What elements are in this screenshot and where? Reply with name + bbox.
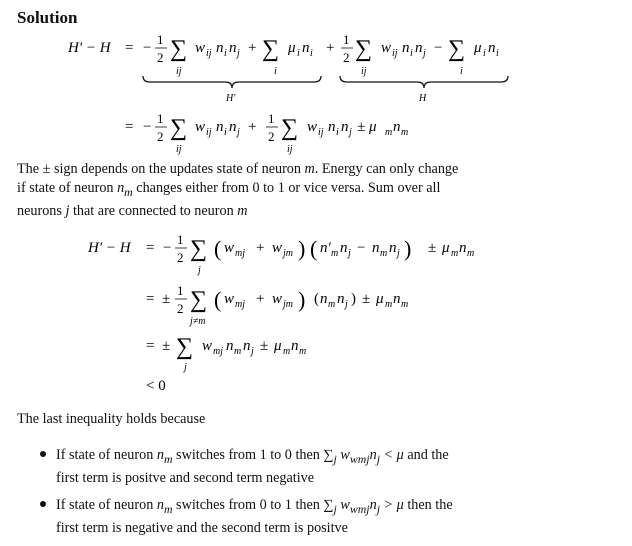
eq3-mu: μ <box>442 240 450 256</box>
eq3-nj2-sub: j <box>397 248 400 259</box>
bullet2-a: If state of neuron <box>56 497 157 513</box>
eq1-frac2-num: 1 <box>343 32 350 47</box>
bullet1-n: n <box>156 447 164 463</box>
eq2-mu-sub: m <box>385 127 393 138</box>
bullet-text-1 <box>56 446 566 488</box>
eq1-frac2-den: 2 <box>343 50 350 65</box>
intro-text-3b: that are connected to neuron <box>69 202 238 219</box>
eq3-frac-den: 2 <box>177 250 184 265</box>
eq3-nm: n <box>372 240 380 256</box>
intro-paragraph <box>17 160 562 221</box>
bullet2-sum-sub: j <box>333 501 337 516</box>
underbrace-hprime-label: H′ <box>226 93 236 104</box>
eq1-n3-sub: i <box>310 48 313 59</box>
eq4-nj-sub: j <box>345 299 348 310</box>
eq2-n-tail-sub: m <box>401 127 409 138</box>
eq2-term1-n2: n <box>229 119 237 135</box>
eq3-plus: + <box>256 240 265 256</box>
eq2-minus: − <box>143 119 152 135</box>
underbrace-h-label: H <box>419 93 427 104</box>
eq4-mu: μ <box>376 291 384 307</box>
bullet-dot-icon <box>40 501 46 507</box>
eq2-term1-w-sub: ij <box>206 127 212 138</box>
eq4-nm: n <box>320 291 328 307</box>
bullet2-w-sub-w: w <box>349 501 358 516</box>
bullet1-w-sub-mj: mj <box>357 451 370 466</box>
bullet2-d: first term is negative and the second term is positve <box>56 519 348 536</box>
intro-text-1b: sign depends on the updates state of neuron <box>50 161 305 177</box>
eq3-w-jm: w <box>272 240 283 256</box>
eq5-mu-sub: m <box>283 346 291 357</box>
eq3-n-tail: n <box>459 240 467 256</box>
eq2-term2-n1-sub: i <box>336 127 339 138</box>
eq2-frac2-den: 2 <box>268 129 275 144</box>
eq1-term2-n1: n <box>402 40 410 56</box>
underbrace-hprime <box>143 76 321 88</box>
bullet2-n2: n <box>369 497 377 513</box>
bullet2-n2-sub: j <box>376 501 380 516</box>
eq1-sum1-sub: ij <box>176 66 182 77</box>
intro-var-m: m <box>304 161 315 177</box>
bullet-text-2 <box>56 496 566 538</box>
eq1-term-w-sub: ij <box>206 48 212 59</box>
bullet2-b: switches from 0 to 1 then <box>172 497 324 513</box>
eq3-lhs: H′ − H <box>88 240 131 256</box>
eq1-frac1-num: 1 <box>157 32 164 47</box>
eq2-sum2-sub: ij <box>287 144 293 155</box>
bullet2-n-sub: m <box>163 501 173 516</box>
eq5-sum: ∑ <box>176 334 194 360</box>
eq2-sum1: ∑ <box>170 115 188 141</box>
intro-text-1c: . Energy can only change <box>314 161 459 177</box>
eq3-nprime-sub: m <box>331 248 339 259</box>
eq3-sum: ∑ <box>190 236 208 262</box>
eq3-paren-open-2: ( <box>310 236 318 261</box>
eq3-paren-open-1: ( <box>214 236 222 261</box>
eq5-pm2: ± <box>260 338 269 354</box>
eq3-nj2: n <box>389 240 397 256</box>
eq1-mu2-sub: i <box>483 48 486 59</box>
eq5-pm: ± <box>162 338 171 354</box>
bullet1-a: If state of neuron <box>56 447 157 463</box>
eq2-frac2-num: 1 <box>268 111 275 126</box>
eq1-n3: n <box>302 40 310 56</box>
eq1-minus2: − <box>434 40 443 56</box>
intro-text-1a: The <box>17 161 43 177</box>
eq4-pm: ± <box>162 291 171 307</box>
eq2-sum1-sub: ij <box>176 144 182 155</box>
eq1-term-n2: n <box>229 40 237 56</box>
equation-block-neuron-sum <box>0 226 632 398</box>
eq2-n-tail: n <box>393 119 401 135</box>
eq4-pm2: ± <box>362 291 371 307</box>
bullet2-n: n <box>156 497 164 513</box>
eq1-n4-sub: i <box>496 48 499 59</box>
eq3-nm-sub: m <box>380 248 388 259</box>
eq2-pm-mu: ± μ <box>357 119 377 135</box>
eq4-n-tail: n <box>393 291 401 307</box>
section-heading: Solution <box>17 8 78 27</box>
eq4-frac-num: 1 <box>177 283 184 298</box>
eq3-minus2: − <box>357 240 366 256</box>
eq1-lhs: H′ − H <box>68 40 111 56</box>
eq4-nj: n <box>337 291 345 307</box>
eq2-term1-n1: n <box>216 119 224 135</box>
eq3-pm: ± <box>428 240 437 256</box>
bullet-dot-icon <box>40 451 46 457</box>
eq5-w-sub: mj <box>213 346 223 357</box>
underbrace-h <box>340 76 508 88</box>
eq2-frac1-num: 1 <box>157 111 164 126</box>
eq4-w-mj-sub: mj <box>235 299 245 310</box>
bullet1-rel: < μ <box>379 447 404 463</box>
eq3-w-mj: w <box>224 240 235 256</box>
bullet1-n-sub: m <box>163 451 173 466</box>
eq6-rel: < 0 <box>146 378 166 394</box>
eq3-w-mj-sub: mj <box>235 248 245 259</box>
eq4-frac-den: 2 <box>177 301 184 316</box>
eq4-n-tail-sub: m <box>401 299 409 310</box>
bullet2-sum: ∑ <box>323 497 334 513</box>
intro-var-n: n <box>117 180 125 196</box>
eq1-term2-n2-sub: j <box>423 48 426 59</box>
eq1-minus: − <box>143 40 152 56</box>
eq2-term1-n2-sub: j <box>237 127 240 138</box>
intro-text-2b: changes either from 0 to 1 or vice versa. Sum over all <box>132 180 441 196</box>
bullet1-w: w <box>340 447 350 463</box>
bullet1-n2-sub: j <box>376 451 380 466</box>
eq3-n-tail-sub: m <box>467 248 475 259</box>
eq3-paren-close-2: ) <box>404 236 412 261</box>
eq1-sum2: ∑ <box>262 36 280 62</box>
bullet1-c: and the <box>403 447 449 463</box>
eq5-sum-sub: j <box>184 362 187 373</box>
eq5-nm-sub: m <box>234 346 242 357</box>
eq3-frac-num: 1 <box>177 232 184 247</box>
eq3-mu-sub: m <box>451 248 459 259</box>
eq3-nj: n <box>340 240 348 256</box>
bullet2-w-sub-mj: mj <box>357 501 370 516</box>
eq2-term2-n2: n <box>341 119 349 135</box>
eq1-term2-n2: n <box>415 40 423 56</box>
eq1-term-w: w <box>195 40 206 56</box>
eq4-plus: + <box>256 291 265 307</box>
eq5-n-tail: n <box>291 338 299 354</box>
eq5-nj-sub: j <box>251 346 254 357</box>
eq4-paren-close-2: ) <box>351 291 356 307</box>
eq4-sum-sub: j≠m <box>190 316 206 327</box>
eq1-mu1: μ <box>288 40 296 56</box>
intro-text-2a: if state of neuron <box>17 180 118 196</box>
eq2-term2-n2-sub: j <box>349 127 352 138</box>
intro-text-3a: neurons <box>17 202 66 219</box>
intro-var-m2: m <box>237 202 248 219</box>
eq1-n4: n <box>488 40 496 56</box>
eq1-sum3: ∑ <box>355 36 373 62</box>
eq1-sum3-sub: ij <box>361 66 367 77</box>
eq4-nm-sub: m <box>328 299 336 310</box>
eq4-w-mj: w <box>224 291 235 307</box>
bullet1-w-sub-w: w <box>349 451 358 466</box>
eq5-w: w <box>202 338 213 354</box>
eq4-paren-open-1: ( <box>214 287 222 312</box>
eq1-term-n2-sub: j <box>237 48 240 59</box>
eq3-paren-close-1: ) <box>298 236 306 261</box>
eq1-mu2: μ <box>474 40 482 56</box>
eq1-sum4-sub: i <box>460 66 463 77</box>
eq3-w-jm-sub: jm <box>283 248 293 259</box>
eq3-minus: − <box>163 240 172 256</box>
eq2-equals: = <box>125 119 134 135</box>
eq1-plus2: + <box>326 40 335 56</box>
intro-var-j: j <box>65 202 70 219</box>
eq4-mu-sub: m <box>385 299 393 310</box>
eq3-nprime: n′ <box>320 240 331 256</box>
eq4-paren-close-1: ) <box>298 287 306 312</box>
eq2-term2-w: w <box>307 119 318 135</box>
eq2-term1-n1-sub: i <box>224 127 227 138</box>
bullet1-d: first term is positve and second term negative <box>56 469 315 486</box>
bullet2-rel: > μ <box>379 497 404 513</box>
intro-pm: ± <box>42 161 51 177</box>
bullet2-c: then the <box>403 497 453 513</box>
eq5-n-tail-sub: m <box>299 346 307 357</box>
eq1-term-n1: n <box>216 40 224 56</box>
eq5-mu: μ <box>274 338 282 354</box>
last-inequality-text: The last inequality holds because <box>17 411 206 427</box>
eq1-plus1: + <box>248 40 257 56</box>
eq4-w-jm: w <box>272 291 283 307</box>
bullet1-sum-sub: j <box>333 451 337 466</box>
eq1-term-n1-sub: i <box>224 48 227 59</box>
intro-var-n-sub: m <box>124 184 133 199</box>
eq3-sum-sub: j <box>198 265 201 276</box>
eq1-equals: = <box>125 40 134 56</box>
eq1-term2-n1-sub: i <box>410 48 413 59</box>
eq4-paren-open-2: ( <box>314 291 319 307</box>
eq5-nm: n <box>226 338 234 354</box>
eq2-sum2: ∑ <box>281 115 299 141</box>
eq4-equals: = <box>146 291 155 307</box>
eq2-term2-n1: n <box>328 119 336 135</box>
eq5-nj: n <box>243 338 251 354</box>
eq2-frac1-den: 2 <box>157 129 164 144</box>
eq5-equals: = <box>146 338 155 354</box>
eq4-w-jm-sub: jm <box>283 299 293 310</box>
eq3-equals: = <box>146 240 155 256</box>
eq1-sum4: ∑ <box>448 36 466 62</box>
eq1-frac1-den: 2 <box>157 50 164 65</box>
eq1-mu1-sub: i <box>297 48 300 59</box>
eq2-term1-w: w <box>195 119 206 135</box>
bullet2-w: w <box>340 497 350 513</box>
eq1-term2-w: w <box>381 40 392 56</box>
eq1-term2-w-sub: ij <box>392 48 398 59</box>
eq4-sum: ∑ <box>190 287 208 313</box>
eq2-term2-w-sub: ij <box>318 127 324 138</box>
eq1-sum1: ∑ <box>170 36 188 62</box>
eq1-sum2-sub: i <box>274 66 277 77</box>
bullet1-n2: n <box>369 447 377 463</box>
eq2-plus: + <box>248 119 257 135</box>
bullet1-b: switches from 1 to 0 then <box>172 447 324 463</box>
bullet1-sum: ∑ <box>323 447 334 463</box>
eq3-nj-sub: j <box>348 248 351 259</box>
